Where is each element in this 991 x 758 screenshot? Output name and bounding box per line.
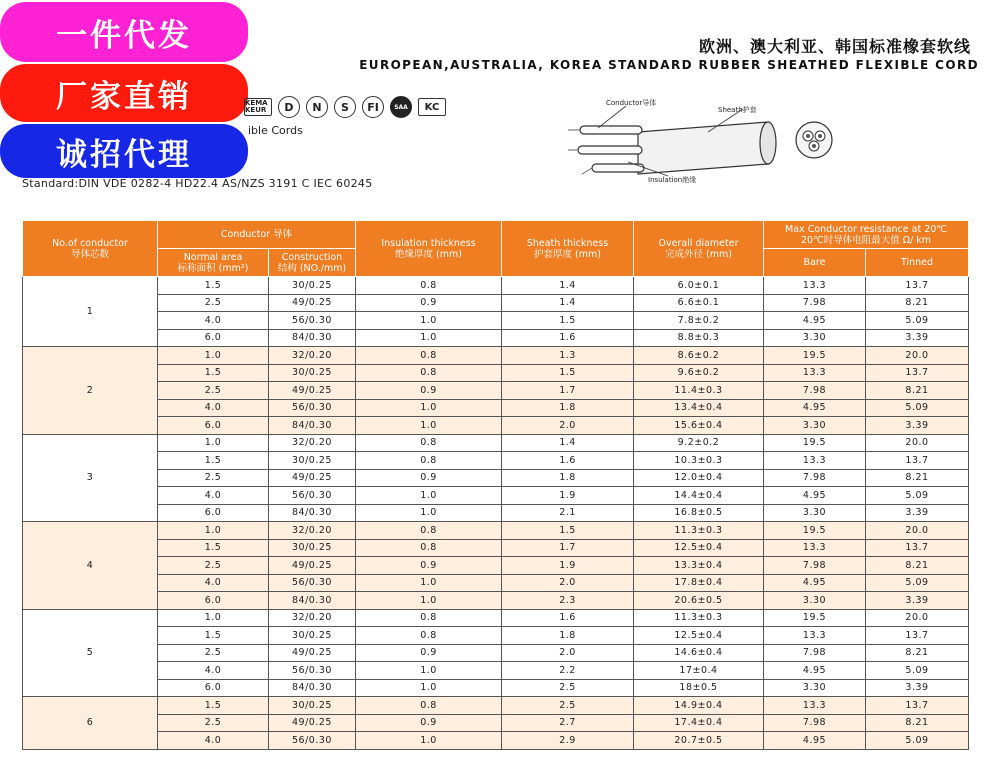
table-cell: 56/0.30 — [269, 574, 356, 592]
table-cell: 5.09 — [866, 662, 969, 680]
table-cell: 19.5 — [764, 434, 866, 452]
table-cell: 1.4 — [502, 434, 634, 452]
table-cell: 9.6±0.2 — [634, 364, 764, 382]
table-cell: 0.9 — [356, 294, 502, 312]
table-cell: 1.0 — [356, 504, 502, 522]
table-cell: 1.6 — [502, 452, 634, 470]
table-row — [23, 399, 969, 417]
table-cell: 3.30 — [764, 504, 866, 522]
badge-dropship: 一件代发 — [0, 2, 248, 62]
table-cell: 84/0.30 — [269, 504, 356, 522]
table-cell: 12.0±0.4 — [634, 469, 764, 487]
table-cell: 6.0 — [158, 504, 269, 522]
table-cell: 1.5 — [158, 627, 269, 645]
table-cell: 18±0.5 — [634, 679, 764, 697]
table-cell: 1.0 — [356, 732, 502, 750]
table-cell: 32/0.20 — [269, 434, 356, 452]
table-cell: 7.98 — [764, 557, 866, 575]
table-cell: 4.95 — [764, 487, 866, 505]
table-row — [23, 294, 969, 312]
table-cell: 8.21 — [866, 644, 969, 662]
table-cell: 0.8 — [356, 539, 502, 557]
table-cell: 1.0 — [356, 592, 502, 610]
table-cell: 2.2 — [502, 662, 634, 680]
table-cell: 1.7 — [502, 539, 634, 557]
table-cell: 1.5 — [502, 522, 634, 540]
table-cell: 20.0 — [866, 522, 969, 540]
header-insulation: Insulation thickness 绝缘厚度 (mm) — [356, 221, 502, 277]
table-cell: 20.6±0.5 — [634, 592, 764, 610]
table-row — [23, 417, 969, 435]
table-cell: 10.3±0.3 — [634, 452, 764, 470]
table-cell: 13.3 — [764, 364, 866, 382]
table-cell: 13.7 — [866, 364, 969, 382]
table-cell: 13.7 — [866, 697, 969, 715]
table-cell: 1.0 — [356, 312, 502, 330]
table-cell: 2.5 — [158, 382, 269, 400]
table-cell: 6.0 — [158, 329, 269, 347]
table-cell: 6.0 — [158, 417, 269, 435]
table-cell: 5.09 — [866, 312, 969, 330]
table-cell: 13.3 — [764, 539, 866, 557]
table-row — [23, 714, 969, 732]
table-cell: 1.3 — [502, 347, 634, 365]
table-cell: 4.0 — [158, 312, 269, 330]
subtitle-fragment: ible Cords — [248, 124, 303, 137]
table-row — [23, 364, 969, 382]
table-cell: 0.9 — [356, 382, 502, 400]
table-cell: 2.0 — [502, 417, 634, 435]
table-cell: 2.3 — [502, 592, 634, 610]
table-cell: 49/0.25 — [269, 557, 356, 575]
table-cell: 32/0.20 — [269, 347, 356, 365]
table-row — [23, 557, 969, 575]
table-cell: 49/0.25 — [269, 382, 356, 400]
table-cell: 19.5 — [764, 347, 866, 365]
header-normal-area: Normal area 标称面积 (mm²) — [158, 249, 269, 277]
table-cell: 17.4±0.4 — [634, 714, 764, 732]
certification-marks — [244, 96, 446, 118]
table-cell: 8.21 — [866, 714, 969, 732]
table-cell: 6.6±0.1 — [634, 294, 764, 312]
table-cell: 3.39 — [866, 592, 969, 610]
table-cell: 0.9 — [356, 469, 502, 487]
conductor-count-cell: 3 — [23, 434, 158, 522]
table-cell: 1.8 — [502, 627, 634, 645]
table-cell: 2.7 — [502, 714, 634, 732]
badge-factory-direct: 厂家直销 — [0, 64, 248, 122]
table-cell: 2.1 — [502, 504, 634, 522]
table-row — [23, 522, 969, 540]
table-cell: 1.5 — [158, 364, 269, 382]
header-overall-diameter: Overall diameter 完成外径 (mm) — [634, 221, 764, 277]
table-cell: 56/0.30 — [269, 487, 356, 505]
table-cell: 1.8 — [502, 399, 634, 417]
table-cell: 13.7 — [866, 627, 969, 645]
table-cell: 20.0 — [866, 434, 969, 452]
table-cell: 4.0 — [158, 399, 269, 417]
table-cell: 14.6±0.4 — [634, 644, 764, 662]
table-cell: 20.0 — [866, 347, 969, 365]
table-cell: 1.0 — [356, 679, 502, 697]
table-cell: 14.9±0.4 — [634, 697, 764, 715]
table-row — [23, 644, 969, 662]
table-row — [23, 452, 969, 470]
table-cell: 1.5 — [158, 452, 269, 470]
badge-agents-wanted: 诚招代理 — [0, 124, 248, 178]
table-cell: 1.4 — [502, 294, 634, 312]
saa-mark-icon: SAA — [390, 96, 412, 118]
table-cell: 13.3 — [764, 627, 866, 645]
header-max-resistance: Max Conductor resistance at 20℃ 20℃时导体电阻最大值 Ω/ km — [764, 221, 969, 249]
table-cell: 49/0.25 — [269, 294, 356, 312]
table-cell: 17±0.4 — [634, 662, 764, 680]
table-cell: 3.30 — [764, 329, 866, 347]
table-cell: 4.0 — [158, 574, 269, 592]
table-row — [23, 697, 969, 715]
table-cell: 8.21 — [866, 557, 969, 575]
table-cell: 0.8 — [356, 522, 502, 540]
table-cell: 1.4 — [502, 277, 634, 295]
table-cell: 13.4±0.4 — [634, 399, 764, 417]
table-cell: 30/0.25 — [269, 697, 356, 715]
table-cell: 1.8 — [502, 469, 634, 487]
table-cell: 14.4±0.4 — [634, 487, 764, 505]
table-cell: 0.8 — [356, 347, 502, 365]
table-cell: 56/0.30 — [269, 399, 356, 417]
table-cell: 1.0 — [356, 487, 502, 505]
table-cell: 0.8 — [356, 277, 502, 295]
table-cell: 7.98 — [764, 294, 866, 312]
conductor-count-cell: 1 — [23, 277, 158, 347]
table-cell: 1.6 — [502, 609, 634, 627]
s-mark-icon: S — [334, 96, 356, 118]
table-cell: 7.98 — [764, 469, 866, 487]
table-cell: 2.5 — [158, 469, 269, 487]
table-cell: 32/0.20 — [269, 522, 356, 540]
table-cell: 49/0.25 — [269, 714, 356, 732]
table-cell: 56/0.30 — [269, 732, 356, 750]
table-cell: 2.5 — [158, 557, 269, 575]
table-cell: 4.95 — [764, 574, 866, 592]
table-cell: 5.09 — [866, 399, 969, 417]
table-cell: 4.0 — [158, 732, 269, 750]
table-cell: 1.0 — [356, 399, 502, 417]
table-cell: 1.0 — [356, 329, 502, 347]
header-no-conductor: No.of conductor 导体芯数 — [23, 221, 158, 277]
header-sheath: Sheath thickness 护套厚度 (mm) — [502, 221, 634, 277]
table-cell: 20.7±0.5 — [634, 732, 764, 750]
table-cell: 1.0 — [356, 662, 502, 680]
table-cell: 49/0.25 — [269, 469, 356, 487]
table-cell: 5.09 — [866, 732, 969, 750]
sheath-label: Sheath护套 — [718, 106, 757, 114]
table-row — [23, 347, 969, 365]
table-cell: 84/0.30 — [269, 592, 356, 610]
insulation-label: Insulation绝缘 — [648, 176, 697, 184]
table-cell: 19.5 — [764, 609, 866, 627]
table-cell: 1.7 — [502, 382, 634, 400]
table-cell: 49/0.25 — [269, 644, 356, 662]
table-cell: 1.5 — [158, 539, 269, 557]
table-cell: 11.3±0.3 — [634, 522, 764, 540]
table-row — [23, 277, 969, 295]
table-cell: 13.3 — [764, 697, 866, 715]
table-cell: 1.5 — [502, 312, 634, 330]
table-cell: 0.8 — [356, 609, 502, 627]
table-cell: 7.98 — [764, 714, 866, 732]
table-row — [23, 487, 969, 505]
conductor-count-cell: 2 — [23, 347, 158, 435]
table-cell: 56/0.30 — [269, 312, 356, 330]
table-cell: 4.95 — [764, 399, 866, 417]
table-cell: 4.0 — [158, 662, 269, 680]
table-cell: 3.30 — [764, 417, 866, 435]
conductor-count-cell: 6 — [23, 697, 158, 750]
fi-mark-icon: FI — [362, 96, 384, 118]
table-cell: 8.21 — [866, 382, 969, 400]
conductor-count-cell: 4 — [23, 522, 158, 610]
table-row — [23, 574, 969, 592]
table-cell: 1.6 — [502, 329, 634, 347]
header-tinned: Tinned — [866, 249, 969, 277]
table-cell: 0.8 — [356, 364, 502, 382]
table-cell: 6.0 — [158, 679, 269, 697]
table-cell: 7.98 — [764, 644, 866, 662]
table-cell: 4.95 — [764, 662, 866, 680]
table-row — [23, 679, 969, 697]
table-cell: 8.21 — [866, 294, 969, 312]
table-cell: 0.8 — [356, 697, 502, 715]
table-cell: 4.0 — [158, 487, 269, 505]
table-cell: 1.9 — [502, 487, 634, 505]
table-cell: 32/0.20 — [269, 609, 356, 627]
table-cell: 8.6±0.2 — [634, 347, 764, 365]
table-cell: 13.3 — [764, 277, 866, 295]
header-construction: Construction 结构 (NO./mm) — [269, 249, 356, 277]
table-cell: 5.09 — [866, 574, 969, 592]
table-cell: 12.5±0.4 — [634, 539, 764, 557]
table-cell: 1.0 — [356, 417, 502, 435]
table-cell: 56/0.30 — [269, 662, 356, 680]
table-cell: 12.5±0.4 — [634, 627, 764, 645]
table-cell: 13.7 — [866, 539, 969, 557]
table-cell: 15.6±0.4 — [634, 417, 764, 435]
kema-keur-icon: KEMA KEUR — [244, 98, 272, 116]
cable-diagram — [568, 94, 868, 194]
table-cell: 1.9 — [502, 557, 634, 575]
table-cell: 30/0.25 — [269, 277, 356, 295]
table-cell: 0.8 — [356, 434, 502, 452]
header-conductor: Conductor 导体 — [158, 221, 356, 249]
table-cell: 0.9 — [356, 644, 502, 662]
table-row — [23, 627, 969, 645]
page-title-cn: 欧洲、澳大利亚、韩国标准橡套软线 — [698, 37, 971, 56]
table-cell: 19.5 — [764, 522, 866, 540]
table-cell: 0.8 — [356, 452, 502, 470]
table-cell: 84/0.30 — [269, 679, 356, 697]
table-cell: 2.9 — [502, 732, 634, 750]
table-cell: 1.0 — [158, 522, 269, 540]
conductor-label: Conductor导体 — [606, 99, 657, 107]
table-cell: 30/0.25 — [269, 452, 356, 470]
table-cell: 2.0 — [502, 574, 634, 592]
table-cell: 30/0.25 — [269, 627, 356, 645]
table-cell: 1.5 — [502, 364, 634, 382]
table-cell: 13.3±0.4 — [634, 557, 764, 575]
table-row — [23, 504, 969, 522]
table-cell: 7.98 — [764, 382, 866, 400]
table-cell: 84/0.30 — [269, 417, 356, 435]
spec-table — [22, 220, 969, 750]
standard-line: Standard:DIN VDE 0282-4 HD22.4 AS/NZS 3191 C IEC 60245 — [22, 177, 373, 190]
table-row — [23, 329, 969, 347]
table-row — [23, 609, 969, 627]
table-cell: 1.0 — [158, 609, 269, 627]
table-cell: 6.0 — [158, 592, 269, 610]
table-cell: 9.2±0.2 — [634, 434, 764, 452]
table-row — [23, 382, 969, 400]
table-cell: 4.95 — [764, 312, 866, 330]
table-cell: 3.39 — [866, 504, 969, 522]
table-cell: 3.30 — [764, 592, 866, 610]
header-bare: Bare — [764, 249, 866, 277]
table-cell: 8.21 — [866, 469, 969, 487]
table-cell: 0.9 — [356, 714, 502, 732]
table-cell: 13.3 — [764, 452, 866, 470]
table-cell: 0.9 — [356, 557, 502, 575]
table-cell: 11.4±0.3 — [634, 382, 764, 400]
table-row — [23, 312, 969, 330]
page-title-en: EUROPEAN,AUSTRALIA, KOREA STANDARD RUBBER SHEATHED FLEXIBLE CORD — [359, 58, 979, 72]
table-cell: 4.95 — [764, 732, 866, 750]
table-cell: 3.39 — [866, 679, 969, 697]
table-cell: 1.5 — [158, 697, 269, 715]
table-cell: 6.0±0.1 — [634, 277, 764, 295]
table-cell: 2.5 — [158, 644, 269, 662]
table-cell: 84/0.30 — [269, 329, 356, 347]
table-cell: 16.8±0.5 — [634, 504, 764, 522]
table-cell: 1.0 — [356, 574, 502, 592]
table-cell: 17.8±0.4 — [634, 574, 764, 592]
table-cell: 2.5 — [158, 294, 269, 312]
table-cell: 3.39 — [866, 329, 969, 347]
table-cell: 1.0 — [158, 434, 269, 452]
table-cell: 3.30 — [764, 679, 866, 697]
table-cell: 30/0.25 — [269, 539, 356, 557]
table-row — [23, 592, 969, 610]
table-row — [23, 434, 969, 452]
table-cell: 13.7 — [866, 277, 969, 295]
spec-table-body — [23, 277, 969, 750]
table-cell: 8.8±0.3 — [634, 329, 764, 347]
table-cell: 7.8±0.2 — [634, 312, 764, 330]
table-cell: 5.09 — [866, 487, 969, 505]
d-mark-icon: D — [278, 96, 300, 118]
table-cell: 2.5 — [158, 714, 269, 732]
table-cell: 2.5 — [502, 679, 634, 697]
conductor-count-cell: 5 — [23, 609, 158, 697]
kc-mark-icon: KC — [418, 98, 446, 116]
table-cell: 3.39 — [866, 417, 969, 435]
table-cell: 2.5 — [502, 697, 634, 715]
table-cell: 1.0 — [158, 347, 269, 365]
table-cell: 20.0 — [866, 609, 969, 627]
table-cell: 13.7 — [866, 452, 969, 470]
table-cell: 11.3±0.3 — [634, 609, 764, 627]
table-row — [23, 539, 969, 557]
table-cell: 2.0 — [502, 644, 634, 662]
table-cell: 1.5 — [158, 277, 269, 295]
table-row — [23, 469, 969, 487]
n-mark-icon: N — [306, 96, 328, 118]
table-cell: 0.8 — [356, 627, 502, 645]
table-row — [23, 662, 969, 680]
table-cell: 30/0.25 — [269, 364, 356, 382]
table-row — [23, 732, 969, 750]
